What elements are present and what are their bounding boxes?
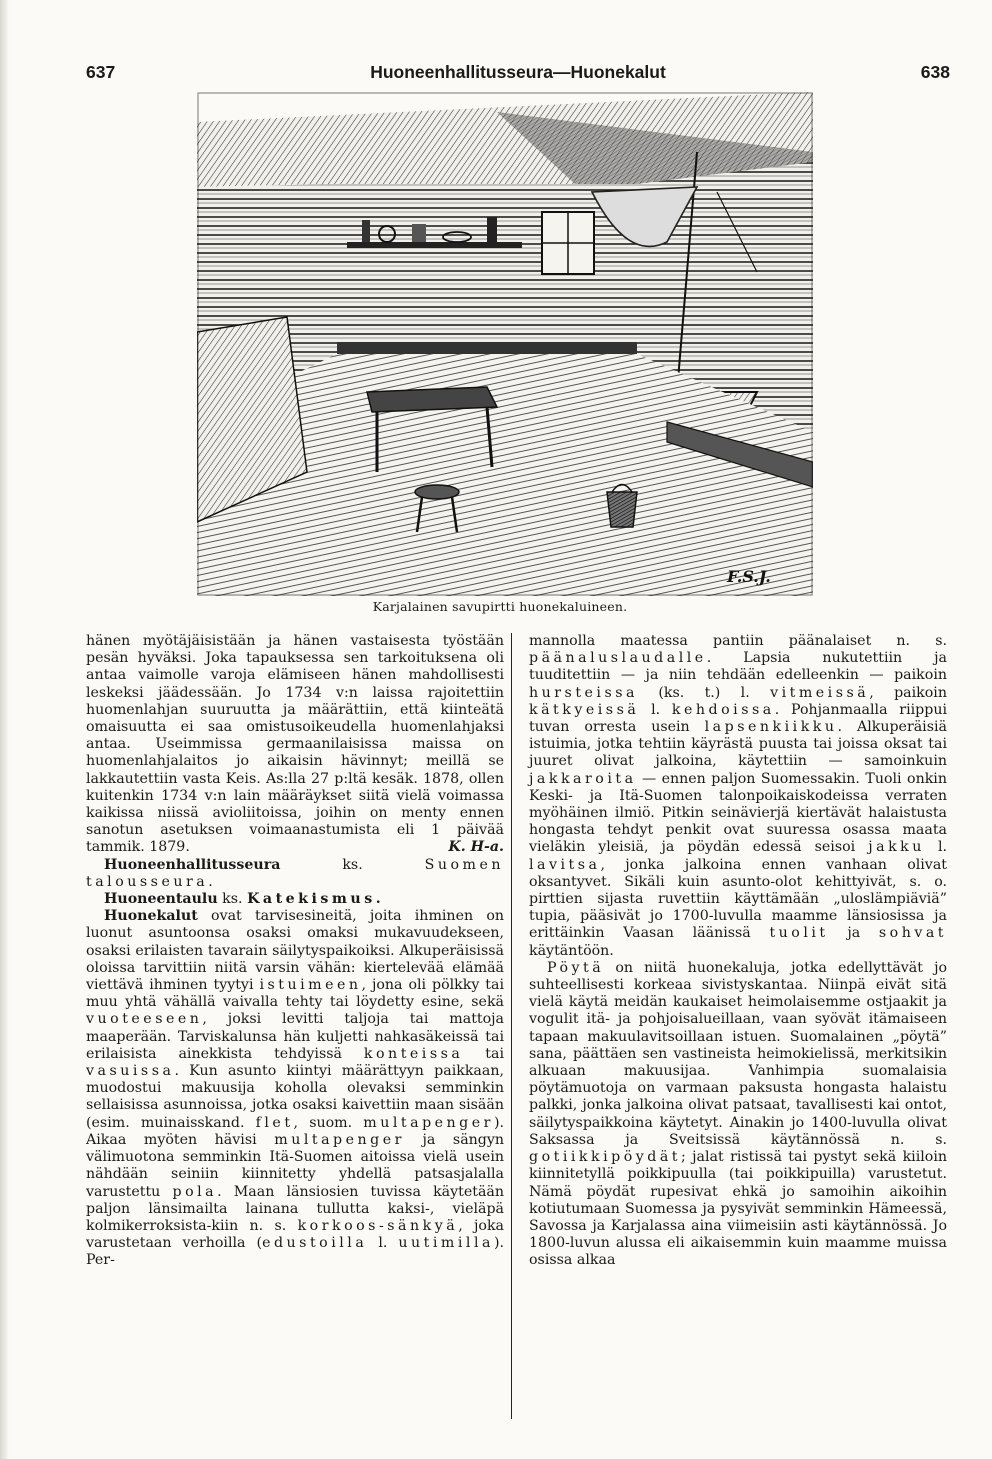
entry-huonekalut: Huonekalut ovat tarvisesineitä, joita ihminen on luonut asuntoonsa osaksi omaksi mukavuudekseen, osaksi erilaisten tavarain säilytyspaikoiksi. Alkuperäisissä oloissa tarvittiin niitä varsin vähän: kiertelevää elämää viettävä ihminen tyytyi istuimeen, jona oli pölkky tai muu yhtä vähällä vaivalla tehty tai löydetty esine, sekä vuoteeseen, joksi levitti taljoja tai mattoja maaperään. Tarviskalunsa hän kuljetti nahkasäkeissä tai erilaisista ainekkista tehdyissä konteissa tai vasuissa. Kun asunto kiintyi määrättyyn paikkaan, muodostui makuusija koholla olevaksi semminkin sellaisissa asunnoissa, jotka osaksi kaivettiin maan sisään (esim. muinaisskand. flet, suom. multapenger). Aikaa myöten hävisi multapenger ja sängyn välimuotona semminkin Itä-Suomen aitoissa vielä usein nähdään seiniin kiinnitetty yhdellä patsasjalalla varustettu pola. Maan länsiosien tuvissa käytetään paljon länsimailta lainana tullutta kaksi-, vieläpä kolmikerroksista-kiin n. s. korkoos-sänkyä, joka varustetaan verhoilla (edustoilla l. uutimilla). Per- bbox=[86, 908, 505, 1269]
entry-headword: Huoneentaulu bbox=[104, 891, 218, 908]
figure-caption: Karjalainen savupirtti huonekaluineen. bbox=[372, 599, 628, 614]
cross-reference: Suomen talousseura. bbox=[86, 856, 504, 890]
savupirtti-illustration bbox=[197, 92, 813, 596]
entry-huoneentaulu: Huoneentaulu ks. Katekismus. bbox=[104, 891, 385, 908]
running-title: Huoneenhallitusseura—Huonekalut bbox=[370, 62, 666, 82]
page-header bbox=[86, 62, 950, 88]
author-signature: K. H-a. bbox=[448, 839, 504, 856]
page-number-right: 638 bbox=[920, 62, 950, 82]
right-column bbox=[529, 633, 947, 1423]
paragraph-lapset-istuimet: mannolla maatessa pantiin päänalaiset n. s. päänaluslaudalle. Lapsia nukutettiin ja tuuditettiin — ja niin tehdään edelleenkin — paikoin hursteissa (ks. t.) l. vitmeissä, paikoin kätkyeissä l. kehdoissa. Pohjanmaalla riippui tuvan orresta usein lapsenkiikku. Alkuperäisiä istuimia, jotka tehtiin käyrästä puusta tai joissa oksat tai juuret olivat jalkoina, käytettiin — samoinkuin jakkaroita — ennen paljon Suomessakin. Tuoli onkin Keski- ja Itä-Suomen talonpoikaiskodeissa verraten myöhäinen ilmiö. Pitkin seinävierjä kiertävät halaistusta hongasta tehdyt penkit ovat suuressa osassa maata vieläkin yleisiä, ja pöydän edessä seisoi jakku l. lavitsa, jonka jalkoina ennen vanhaan olivat oksantyvet. Sikäli kuin asunto-olot kehittyivät, s. o. pirttien sijasta ruvettiin käyttämään „uloslämpiäviä” tupia, pääsivät jo 1700-luvulla maamme länsiosissa ja erittäinkin Vaasan läänissä tuolit ja sohvat käytäntöön. bbox=[529, 633, 948, 959]
artist-signature: F.S.J. bbox=[727, 567, 771, 586]
paragraph-poyta: Pöytä on niitä huonekaluja, jotka edellyttävät jo suhteellisesti korkeaa sivistyskantaa. Niinpä eivät sitä vielä käytä meidän kaukaiset heimolaisemme ostjaakit ja vogulit itä- ja pohjoisalueillaan, vaan syövät itämaiseen tapaan makuulavitsoillaan istuen. Suomalainen „pöytä” sana, päättäen sen vastineista heimokielissä, merkitsikin alkuaan makuusijaa. Vanhimpia suomalaisia pöytämuotoja on varmaan paksusta hongasta halaistu palkki, jonka jalkoina olivat patsaat, tavallisesti kai ontot, säilytyspaikkoina käytetyt. Ainakin jo 1400-luvulla olivat Saksassa ja Sveitsissä käytännössä n. s. gotiikkipöydät; jalat ristissä tai pystyt sekä kiiloin kiinnitetyllä poikkipuulla (tai poikkipuilla) varustetut. Nämä pöydät rupesivat ehkä jo samoihin aikoihin kotiutumaan Suomessa ja pysyivät semminkin Hämeessä, Savossa ja Karjalassa aina viimeisiin asti käytännössä. Jo 1800-luvun alussa eli aikaisemmin kuin maamme muissa osissa alkaa bbox=[529, 959, 948, 1269]
left-column bbox=[86, 633, 504, 1423]
column-rule bbox=[511, 633, 512, 1419]
page-number-left: 637 bbox=[86, 62, 116, 82]
book-binding-shadow bbox=[0, 0, 9, 1459]
entry-huomenlahja-end: hänen myötäjäisistään ja hänen vastaisesta työstään pesän hyväksi. Joka tapauksessa sen tarkoituksena oli antaa vaimolle varoja elämiseen hänen mahdollisesti leskeksi jäädessään. Jo 1734 v:n laissa rajoitettiin huomenlahjan suuruutta ja määrättiin, että kiinteätä omaisuutta ei saa omistusoikeudella huomenlahjaksi antaa. Useimmissa germaanilaisissa maissa on huomenlahjalaitos jo aikaisin hävinnyt; meillä se lakkautettiin vasta Keis. As:lla 27 p:ltä kesäk. 1878, ollen kuitenkin 1734 v:n lain määräykset siitä vielä voimassa kaikissa niissä avioliitoissa, joihin on menty ennen sanotun asetuksen voimaanastumista eli 1 päivää tammik. 1879. K. H-a. bbox=[86, 633, 504, 856]
cross-reference: Katekismus. bbox=[247, 891, 385, 908]
entry-huoneenhallitusseura: Huoneenhallitusseura ks. Suomen talousseura. bbox=[86, 856, 504, 890]
entry-headword: Huoneenhallitusseura bbox=[104, 856, 281, 873]
entry-headword: Huonekalut bbox=[104, 908, 198, 925]
